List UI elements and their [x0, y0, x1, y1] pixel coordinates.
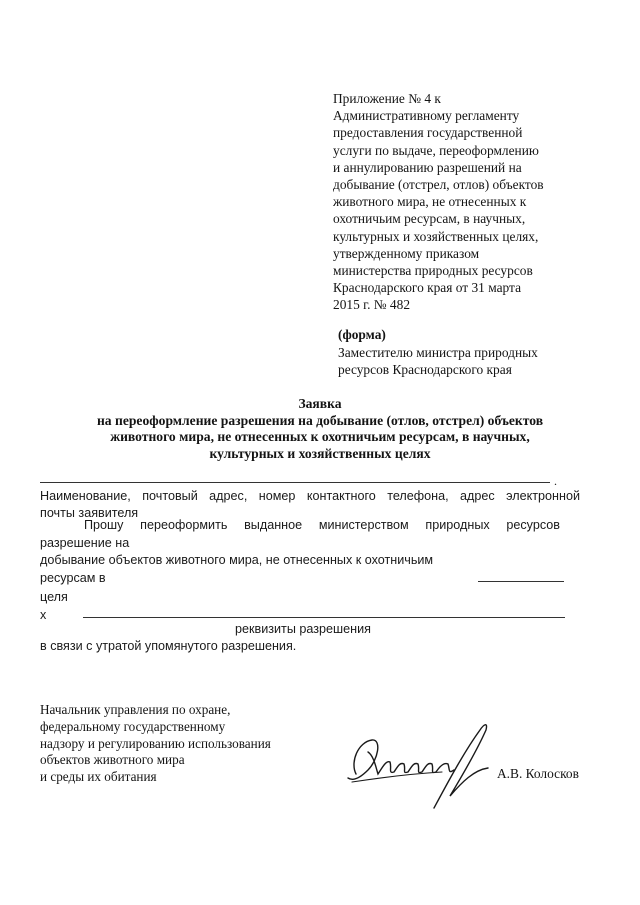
annex-header — [333, 90, 573, 314]
requisites-label: реквизиты разрешения — [235, 622, 371, 636]
applicant-hint-line: почты заявителя — [40, 505, 139, 520]
title-line: Заявка — [298, 396, 342, 411]
body-line: ресурсам в — [40, 571, 106, 585]
form-label: (форма) — [338, 327, 386, 342]
addressee — [338, 345, 578, 378]
annex-line: предоставления государственной — [333, 125, 523, 141]
annex-line: культурных и хозяйственных целях, — [333, 228, 539, 244]
annex-line: охотничьим ресурсам, в научных, — [333, 211, 526, 227]
body-word: выданное — [244, 518, 303, 532]
annex-line: услуги по выдаче, переоформлению — [333, 142, 539, 158]
signer-position — [40, 702, 340, 786]
signer-line: надзору и регулированию использования — [40, 735, 271, 751]
document-title — [40, 396, 600, 462]
signer-line: объектов животного мира — [40, 752, 185, 768]
annex-line: Административному регламенту — [333, 108, 520, 124]
annex-line: и аннулированию разрешений на — [333, 159, 522, 175]
hint-word: номер — [258, 489, 296, 503]
signer-name: А.В. Колосков — [497, 766, 579, 781]
title-line: на переоформление разрешения на добывание (отлов, отстрел) объектов — [96, 412, 544, 428]
body-word: министерством — [318, 518, 409, 532]
body-line: целя — [40, 590, 68, 604]
hint-word: электронной — [506, 489, 580, 503]
applicant-hint — [40, 488, 580, 521]
purpose-fill-line — [478, 581, 564, 582]
annex-line: Приложение № 4 к — [333, 91, 441, 106]
annex-line: Краснодарского края от 31 марта — [333, 280, 522, 296]
body-line: добывание объектов животного мира, не отнесенных к охотничьим — [40, 553, 434, 567]
trailing-dot: . — [554, 474, 557, 488]
annex-line: утвержденному приказом — [333, 245, 480, 261]
annex-line: добывание (отстрел, отлов) объектов — [333, 177, 544, 193]
body-word: переоформить — [140, 518, 228, 532]
body-word: ресурсов — [506, 518, 560, 532]
reason-text: в связи с утратой упомянутого разрешения. — [40, 639, 297, 653]
body-word: природных — [425, 518, 490, 532]
addressee-line: ресурсов Краснодарского края — [338, 361, 512, 377]
annex-line: министерства природных ресурсов — [333, 263, 533, 279]
hint-word: контактного — [306, 489, 376, 503]
signer-line: Начальник управления по охране, — [40, 702, 231, 717]
title-line: культурных и хозяйственных целях — [209, 445, 431, 461]
handwritten-signature — [338, 712, 513, 820]
hint-word: телефона, — [387, 489, 449, 503]
title-line: животного мира, не отнесенных к охотничьим ресурсам, в научных, — [110, 429, 530, 444]
annex-line: 2015 г. № 482 — [333, 297, 411, 313]
hint-word: почтовый — [142, 489, 198, 503]
applicant-fill-line — [40, 482, 550, 483]
hint-word: адрес, — [209, 489, 248, 503]
body-word: Прошу — [84, 518, 124, 532]
body-line: х — [40, 608, 47, 622]
addressee-line: Заместителю министра природных — [338, 345, 538, 360]
requisites-fill-line — [83, 617, 565, 618]
hint-word: адрес — [460, 489, 495, 503]
signer-line: и среды их обитания — [40, 769, 157, 785]
signer-line: федеральному государственному — [40, 718, 226, 734]
hint-word: Наименование, — [40, 489, 131, 503]
body-line: разрешение на — [40, 536, 130, 550]
annex-line: животного мира, не отнесенных к — [333, 194, 527, 210]
applicant-hint-line — [40, 488, 580, 505]
body-line — [40, 518, 560, 532]
